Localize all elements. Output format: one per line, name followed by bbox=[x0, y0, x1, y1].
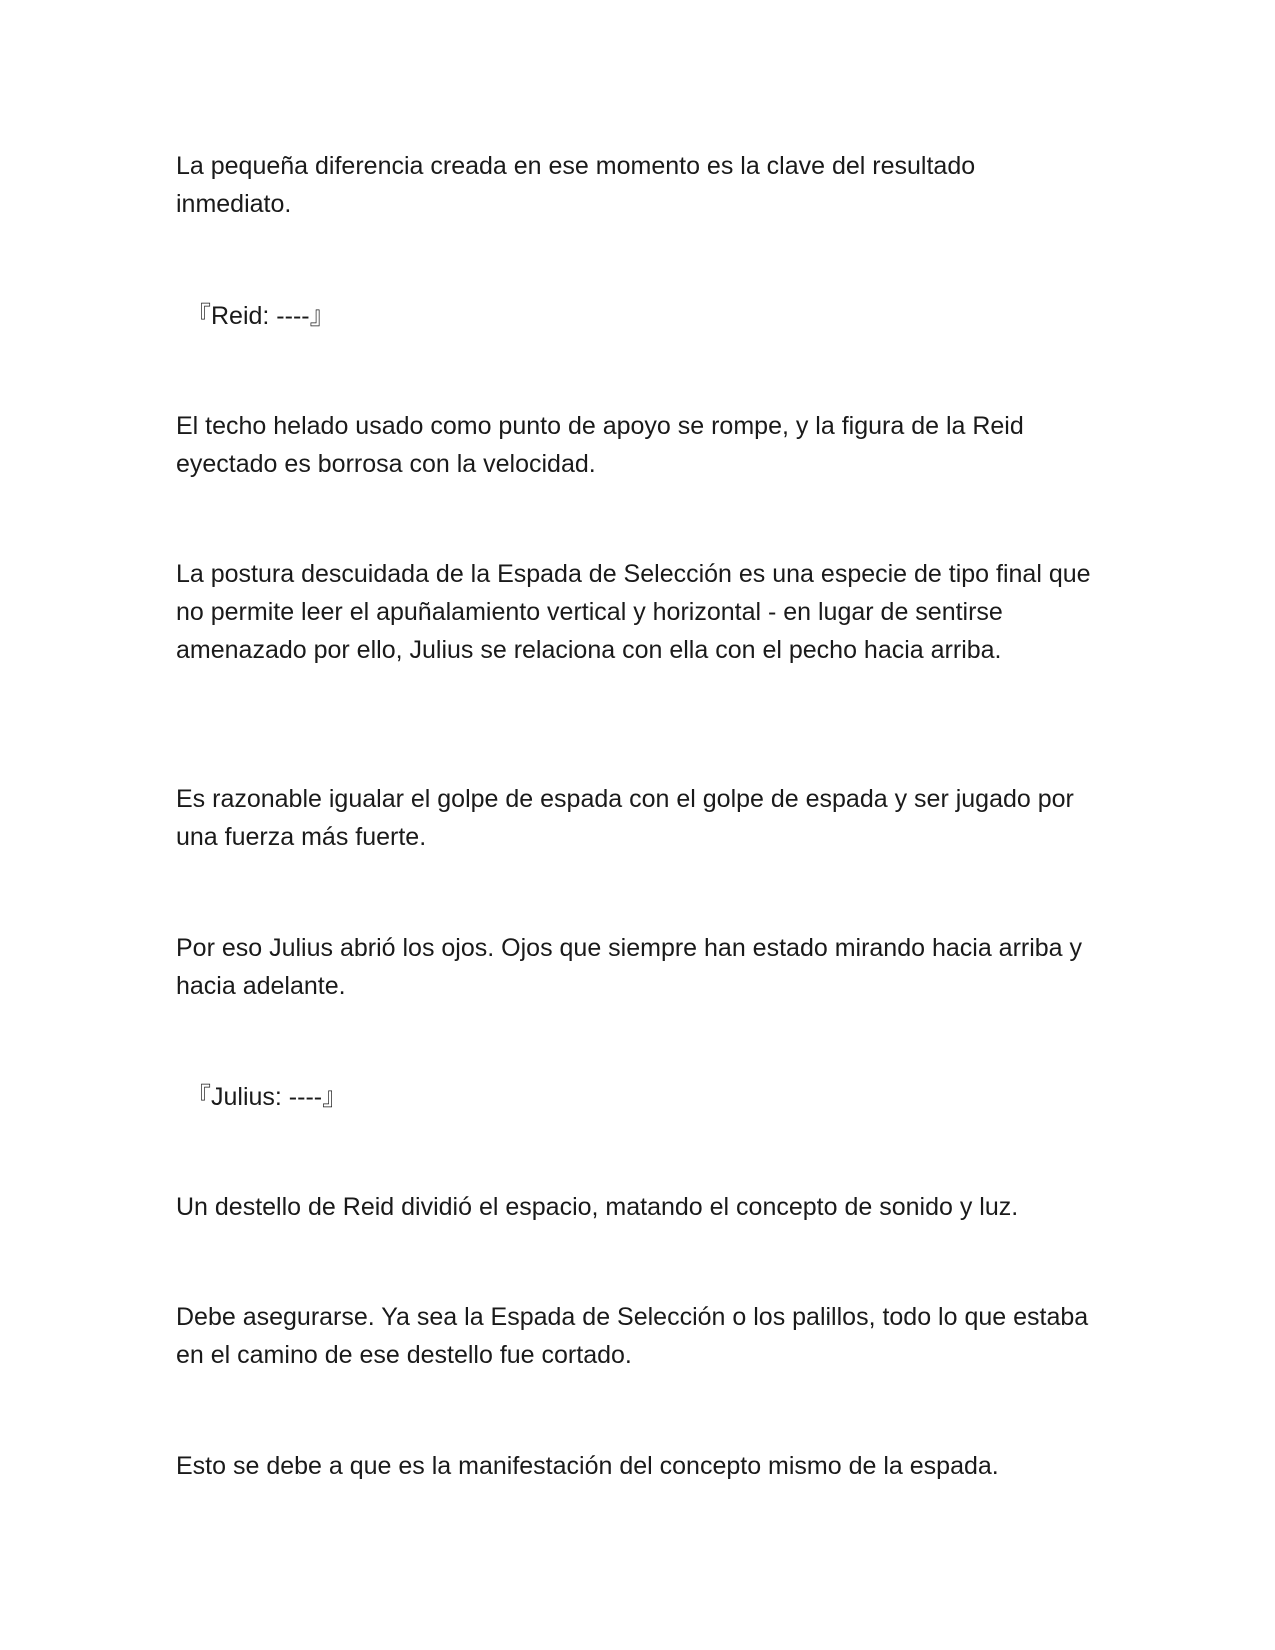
paragraph: La postura descuidada de la Espada de Selección es una especie de tipo final que no permite leer el apuñalamiento vertical y horizontal - en lugar de sentirse amenazado por ello, Julius se relaciona con ella con el pecho hacia arriba. bbox=[176, 560, 1091, 664]
dialogue-line-julius: 『Julius: ----』 bbox=[186, 1083, 348, 1111]
paragraph: Esto se debe a que es la manifestación del concepto mismo de la espada. bbox=[176, 1452, 999, 1480]
paragraph: El techo helado usado como punto de apoyo se rompe, y la figura de la Reid eyectado es borrosa con la velocidad. bbox=[176, 412, 1024, 478]
paragraph: La pequeña diferencia creada en ese momento es la clave del resultado inmediato. bbox=[176, 152, 976, 218]
paragraph: Debe asegurarse. Ya sea la Espada de Selección o los palillos, todo lo que estaba en el camino de ese destello fue cortado. bbox=[176, 1303, 1089, 1369]
paragraph: Es razonable igualar el golpe de espada con el golpe de espada y ser jugado por una fuerza más fuerte. bbox=[176, 785, 1074, 851]
dialogue-line-reid: 『Reid: ----』 bbox=[186, 302, 335, 330]
paragraph: Por eso Julius abrió los ojos. Ojos que siempre han estado mirando hacia arriba y hacia adelante. bbox=[176, 934, 1083, 1000]
paragraph: Un destello de Reid dividió el espacio, matando el concepto de sonido y luz. bbox=[176, 1193, 1019, 1221]
